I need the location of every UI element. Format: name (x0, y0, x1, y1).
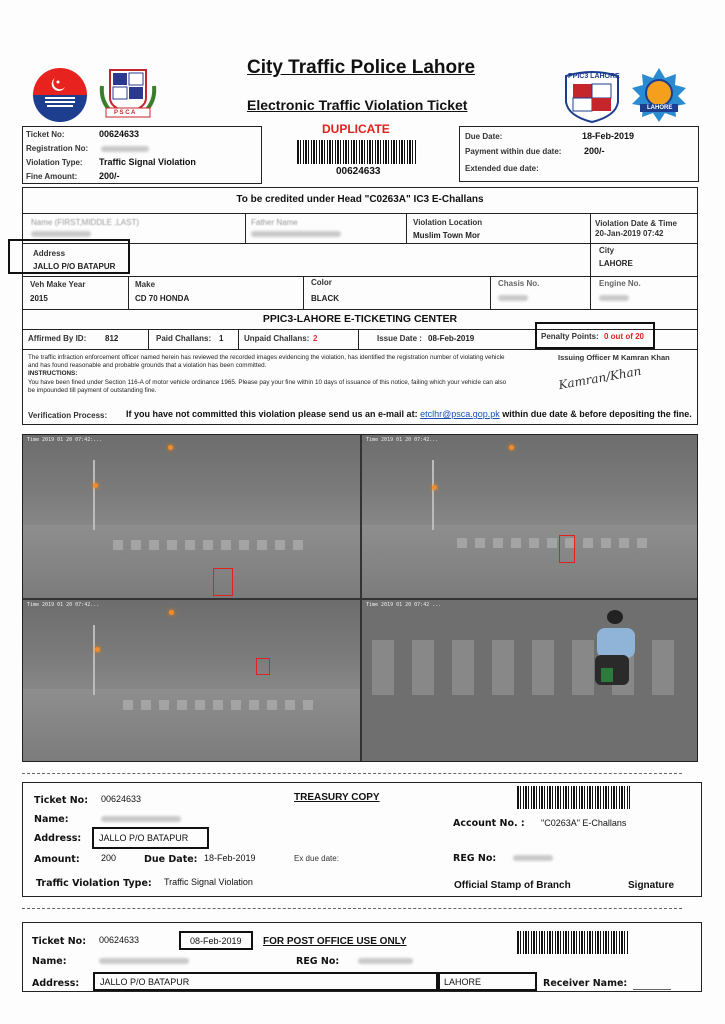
ticket-no-value: 00624633 (99, 129, 140, 139)
treasury-name-label: Name: (34, 814, 69, 825)
post-ticket-label: Ticket No: (32, 936, 86, 947)
photo-2-timestamp: Time 2019 01 20 07:42... (366, 437, 439, 443)
treasury-type-label: Traffic Violation Type: (36, 878, 152, 889)
due-date-value: 18-Feb-2019 (582, 131, 635, 141)
post-reg-redacted (358, 958, 413, 964)
officer-signature: Kamran/Khan (557, 363, 643, 393)
treasury-address-value: JALLO P/O BATAPUR (99, 833, 189, 843)
issue-date-label: Issue Date : (377, 334, 422, 343)
violation-location-value: Muslim Town Mor (413, 231, 480, 240)
ticket-no-label: Ticket No: (26, 130, 65, 139)
treasury-account-label: Account No. : (453, 818, 525, 829)
cut-line-1 (22, 773, 682, 774)
instructions-label: INSTRUCTIONS: (28, 370, 78, 378)
extended-due-label: Extended due date: (465, 164, 539, 173)
ppic3-logo-text: PPIC3 LAHORE (568, 73, 620, 80)
notice-text (28, 354, 513, 395)
treasury-barcode (517, 786, 630, 809)
ticket-summary-box (22, 126, 262, 184)
chassis-no-value-redacted (498, 295, 528, 301)
camera-photo-4-closeup[interactable] (362, 600, 697, 761)
verification-text (126, 409, 692, 419)
post-reg-label: REG No: (296, 956, 340, 967)
post-address-box (93, 972, 438, 991)
city-value: LAHORE (599, 259, 633, 268)
treasury-amount-value: 200 (101, 853, 117, 863)
post-city-value: LAHORE (444, 977, 482, 987)
cut-line-2 (22, 908, 682, 909)
ppic3-lahore-logo (562, 68, 622, 123)
name-value-redacted (31, 231, 91, 237)
treasury-reg-label: REG No: (453, 853, 497, 864)
page-subtitle: Electronic Traffic Violation Ticket (247, 97, 468, 113)
post-date-value: 08-Feb-2019 (190, 936, 242, 946)
treasury-account-value: "C0263A" E-Challans (541, 818, 627, 828)
barcode-number: 00624633 (336, 166, 381, 177)
photo-3-timestamp: Time 2019 01 20 07:42... (27, 602, 100, 608)
verification-email-link[interactable]: etclhr@psca.gop.pk (420, 409, 500, 419)
address-label: Address (33, 249, 66, 258)
father-name-label: Father Name (251, 218, 298, 227)
engine-no-label: Engine No. (599, 279, 641, 288)
verification-post-text: within due date & before depositing the fine. (502, 409, 692, 419)
chassis-no-label: Chasis No. (498, 279, 540, 288)
verification-label: Verification Process: (28, 411, 108, 420)
post-city-box (438, 972, 537, 991)
treasury-ticket-label: Ticket No: (34, 795, 88, 806)
duplicate-label: DUPLICATE (322, 122, 390, 136)
engine-no-value-redacted (599, 295, 629, 301)
treasury-name-redacted (101, 816, 181, 822)
violation-type-value: Traffic Signal Violation (99, 157, 196, 167)
address-value: JALLO P/O BATAPUR (33, 262, 116, 271)
affirmed-by-value: 812 (105, 334, 119, 343)
treasury-ex-due-label: Ex due date: (294, 854, 339, 863)
issuing-officer-name: M Kamran Khan (612, 353, 670, 362)
receiver-name-line[interactable] (633, 989, 671, 990)
camera-photo-2[interactable] (362, 435, 697, 598)
photo-4-timestamp: Time 2019 01 20 07:42 ... (366, 602, 442, 608)
instructions-text: You have been fined under Section 116-A of motor vehicle ordinance 1965. Please pay your fine within 10 days of issuance of this notice, failing which your vehicle can also be impounded till payment of outstanding fine. (28, 378, 507, 394)
details-table (22, 187, 698, 425)
photo-1-vehicle-marker (213, 568, 233, 596)
color-label: Color (311, 278, 332, 287)
treasury-due-date-value: 18-Feb-2019 (204, 853, 256, 863)
ctp-logo-text: LAHORE (647, 105, 673, 111)
post-date-box (179, 931, 253, 950)
treasury-address-label: Address: (34, 833, 82, 844)
affirmed-by-label: Affirmed By ID: (28, 334, 87, 343)
photo-3-vehicle-marker (256, 658, 270, 675)
notice-paragraph: The traffic infraction enforcement officer named herein has reviewed the recorded images evidencing the violation, has identified the registration number of violating vehicle and has found reasonable and probable grounds that a violation has been committed. (28, 354, 505, 370)
veh-make-year-label: Veh Make Year (30, 280, 86, 289)
post-office-box (22, 922, 702, 992)
credit-head-text: To be credited under Head "C0263A" IC3 E-Challans (236, 194, 484, 205)
violation-datetime-value: 20-Jan-2019 07:42 (595, 229, 664, 238)
treasury-amount-label: Amount: (34, 854, 80, 865)
name-label: Name (FIRST,MIDDLE ,LAST) (31, 218, 140, 227)
camera-photo-3[interactable] (23, 600, 360, 761)
signature-label: Signature (628, 880, 675, 891)
unpaid-challans-label: Unpaid Challans: (244, 334, 310, 343)
violation-type-label: Violation Type: (26, 158, 83, 167)
camera-photo-1[interactable] (23, 435, 360, 598)
treasury-due-date-label: Due Date: (144, 854, 198, 865)
photo-1-timestamp: Time 2019 01 20 07:42:... (27, 437, 103, 443)
due-date-box (459, 126, 699, 182)
paid-challans-value: 1 (219, 334, 224, 343)
registration-no-value-redacted (101, 146, 149, 152)
photo-2-vehicle-marker (559, 535, 575, 563)
address-highlight-box (8, 239, 130, 274)
color-value: BLACK (311, 294, 339, 303)
ticket-barcode (297, 140, 417, 164)
treasury-address-box (92, 827, 209, 849)
fine-amount-value: 200/- (99, 171, 120, 181)
city-traffic-police-lahore-logo (630, 66, 688, 124)
issuing-officer-title: Issuing Officer (558, 353, 611, 362)
post-barcode (517, 931, 629, 954)
paid-challans-label: Paid Challans: (156, 334, 212, 343)
issue-date-value: 08-Feb-2019 (428, 334, 475, 343)
penalty-points-value: 0 out of 20 (604, 332, 645, 341)
treasury-type-value: Traffic Signal Violation (164, 877, 253, 887)
eticketing-center-title: PPIC3-LAHORE E-TICKETING CENTER (262, 313, 458, 325)
post-name-label: Name: (32, 956, 67, 967)
verification-pre-text: If you have not committed this violation please send us an e-mail at: (126, 409, 418, 419)
psca-logo-text: P S C A (114, 110, 136, 116)
motorcycle-rider (587, 610, 642, 695)
post-address-value: JALLO P/O BATAPUR (100, 977, 190, 987)
violation-datetime-label: Violation Date & Time (595, 219, 677, 228)
treasury-ticket-value: 00624633 (101, 794, 142, 804)
post-ticket-value: 00624633 (99, 935, 140, 945)
post-name-redacted (99, 958, 189, 964)
fine-amount-label: Fine Amount: (26, 172, 78, 181)
payment-label: Payment within due date: (465, 147, 562, 156)
penalty-points-label: Penalty Points: (541, 332, 599, 341)
veh-make-year-value: 2015 (30, 294, 48, 303)
punjab-police-logo (33, 68, 87, 122)
official-stamp-label: Official Stamp of Branch (454, 880, 571, 891)
due-date-label: Due Date: (465, 132, 503, 141)
unpaid-challans-value: 2 (313, 334, 318, 343)
make-value: CD 70 HONDA (135, 294, 190, 303)
page-title: City Traffic Police Lahore (247, 57, 476, 78)
payment-value: 200/- (584, 146, 605, 156)
city-label: City (599, 246, 615, 255)
make-label: Make (135, 280, 156, 289)
post-address-label: Address: (32, 978, 80, 989)
registration-no-label: Registration No: (26, 144, 89, 153)
treasury-copy-box (22, 782, 702, 897)
post-office-title: FOR POST OFFICE USE ONLY (263, 936, 407, 947)
penalty-points-box (535, 322, 655, 349)
camera-photos-panel (22, 434, 698, 762)
father-name-value-redacted (251, 231, 341, 237)
treasury-copy-title: TREASURY COPY (294, 792, 380, 803)
violation-location-label: Violation Location (413, 218, 483, 227)
psca-logo (98, 66, 158, 122)
receiver-name-label: Receiver Name: (543, 978, 628, 989)
treasury-reg-redacted (513, 855, 553, 861)
issuing-officer-label (558, 353, 670, 362)
